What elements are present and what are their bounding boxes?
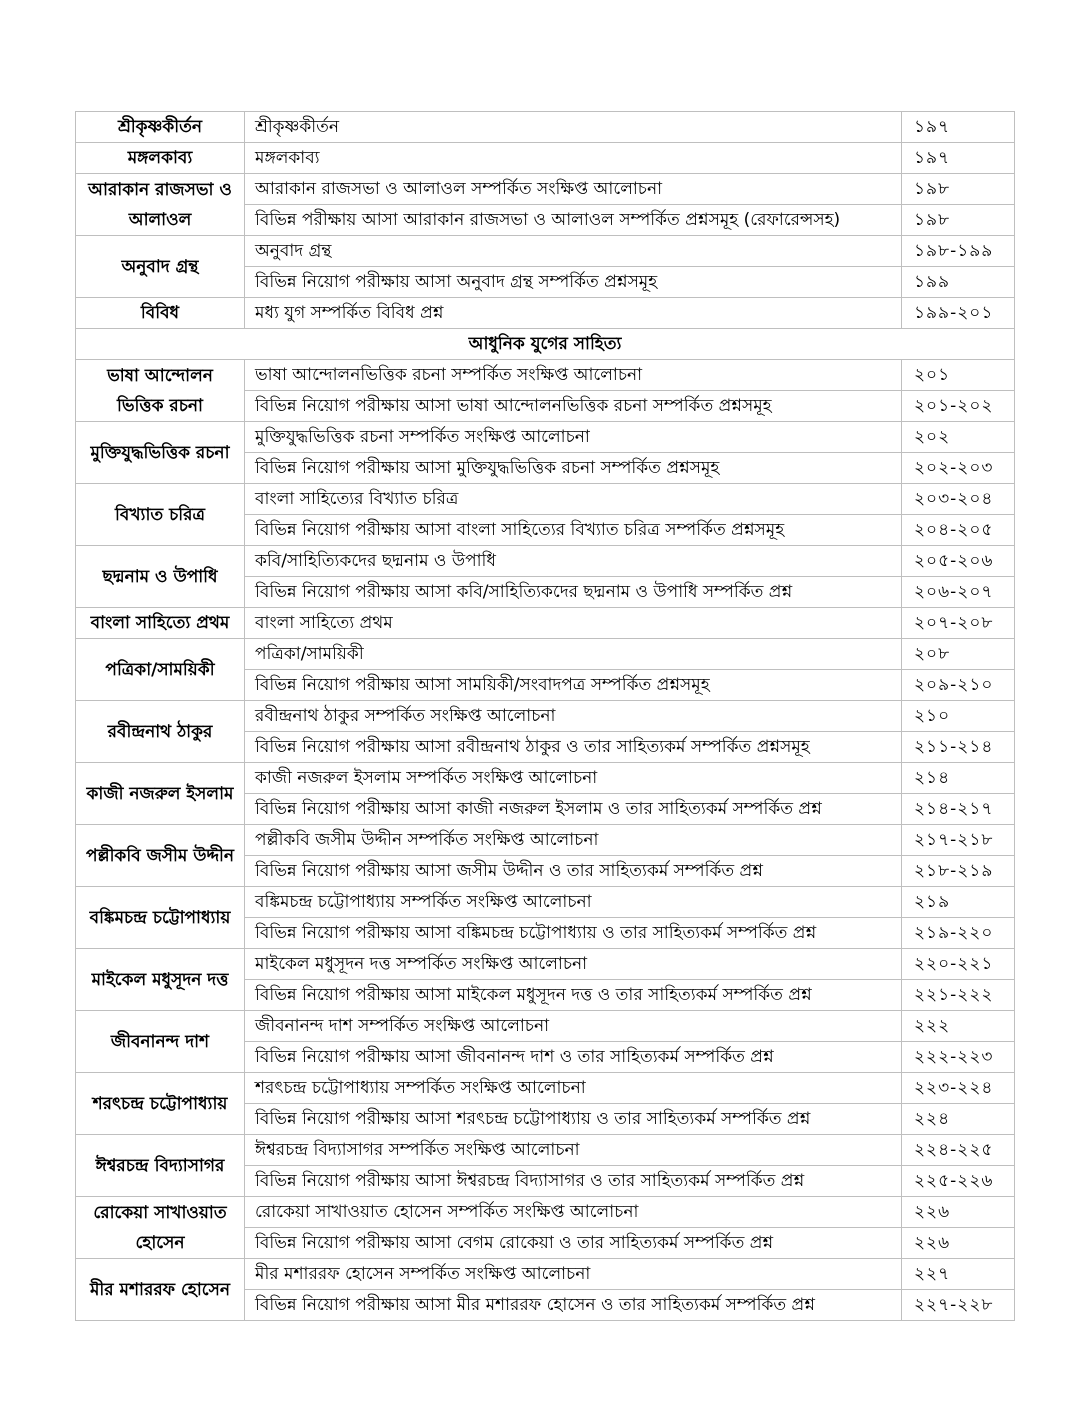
topic-cell: ছদ্মনাম ও উপাধি bbox=[76, 546, 245, 608]
topic-cell: জীবনানন্দ দাশ bbox=[76, 1011, 245, 1073]
entry-title: মঙ্গলকাব্য bbox=[245, 143, 902, 174]
page-number: ২০৯-২১০ bbox=[902, 670, 1015, 701]
page-number: ২১৯-২২০ bbox=[902, 918, 1015, 949]
entry-title: বিভিন্ন নিয়োগ পরীক্ষায় আসা জসীম উদ্দীন ও তার সাহিত্যকর্ম সম্পর্কিত প্রশ্ন bbox=[245, 856, 902, 887]
page-number: ২০১ bbox=[902, 360, 1015, 391]
table-row bbox=[76, 143, 1015, 174]
page-number: ২২৩-২২৪ bbox=[902, 1073, 1015, 1104]
topic-cell: আরাকান রাজসভা ও আলাওল bbox=[76, 174, 245, 236]
page-number: ২১৯ bbox=[902, 887, 1015, 918]
topic-cell: বিবিধ bbox=[76, 298, 245, 329]
entry-title: পত্রিকা/সাময়িকী bbox=[245, 639, 902, 670]
entry-title: মুক্তিযুদ্ধভিত্তিক রচনা সম্পর্কিত সংক্ষিপ্ত আলোচনা bbox=[245, 422, 902, 453]
entry-title: বাংলা সাহিত্যের বিখ্যাত চরিত্র bbox=[245, 484, 902, 515]
table-row bbox=[76, 298, 1015, 329]
page-number: ২১০ bbox=[902, 701, 1015, 732]
page-number: ২০৬-২০৭ bbox=[902, 577, 1015, 608]
page-number: ১৯৭ bbox=[902, 112, 1015, 143]
page-number: ১৯৮-১৯৯ bbox=[902, 236, 1015, 267]
page-number: ২০৭-২০৮ bbox=[902, 608, 1015, 639]
page-number: ১৯৯-২০১ bbox=[902, 298, 1015, 329]
topic-cell: বঙ্কিমচন্দ্র চট্টোপাধ্যায় bbox=[76, 887, 245, 949]
table-row bbox=[76, 701, 1015, 732]
entry-title: শ্রীকৃষ্ণকীর্তন bbox=[245, 112, 902, 143]
entry-title: বিভিন্ন পরীক্ষায় আসা আরাকান রাজসভা ও আলাওল সম্পর্কিত প্রশ্নসমূহ (রেফারেন্সসহ) bbox=[245, 205, 902, 236]
topic-cell: রোকেয়া সাখাওয়াত হোসেন bbox=[76, 1197, 245, 1259]
entry-title: বিভিন্ন নিয়োগ পরীক্ষায় আসা শরৎচন্দ্র চট্টোপাধ্যায় ও তার সাহিত্যকর্ম সম্পর্কিত প্রশ্ন bbox=[245, 1104, 902, 1135]
topic-cell: শরৎচন্দ্র চট্টোপাধ্যায় bbox=[76, 1073, 245, 1135]
entry-title: বিভিন্ন নিয়োগ পরীক্ষায় আসা অনুবাদ গ্রন্থ সম্পর্কিত প্রশ্নসমূহ bbox=[245, 267, 902, 298]
entry-title: বিভিন্ন নিয়োগ পরীক্ষায় আসা জীবনানন্দ দাশ ও তার সাহিত্যকর্ম সম্পর্কিত প্রশ্ন bbox=[245, 1042, 902, 1073]
table-row bbox=[76, 484, 1015, 515]
page-number: ২০২-২০৩ bbox=[902, 453, 1015, 484]
entry-title: আরাকান রাজসভা ও আলাওল সম্পর্কিত সংক্ষিপ্ত আলোচনা bbox=[245, 174, 902, 205]
table-row bbox=[76, 1259, 1015, 1290]
page-number: ২০১-২০২ bbox=[902, 391, 1015, 422]
table-row bbox=[76, 422, 1015, 453]
table-row bbox=[76, 1073, 1015, 1104]
entry-title: বিভিন্ন নিয়োগ পরীক্ষায় আসা মীর মশাররফ হোসেন ও তার সাহিত্যকর্ম সম্পর্কিত প্রশ্ন bbox=[245, 1290, 902, 1321]
entry-title: রবীন্দ্রনাথ ঠাকুর সম্পর্কিত সংক্ষিপ্ত আলোচনা bbox=[245, 701, 902, 732]
topic-cell: রবীন্দ্রনাথ ঠাকুর bbox=[76, 701, 245, 763]
page-number: ২২১-২২২ bbox=[902, 980, 1015, 1011]
page-number: ২০২ bbox=[902, 422, 1015, 453]
page-number: ২২৪-২২৫ bbox=[902, 1135, 1015, 1166]
entry-title: মীর মশাররফ হোসেন সম্পর্কিত সংক্ষিপ্ত আলোচনা bbox=[245, 1259, 902, 1290]
table-row bbox=[76, 546, 1015, 577]
page-number: ২২৪ bbox=[902, 1104, 1015, 1135]
page-number: ১৯৮ bbox=[902, 205, 1015, 236]
toc-body bbox=[76, 112, 1015, 1321]
topic-cell: শ্রীকৃষ্ণকীর্তন bbox=[76, 112, 245, 143]
page-number: ২১৭-২১৮ bbox=[902, 825, 1015, 856]
table-row bbox=[76, 1135, 1015, 1166]
page-number: ২১৪-২১৭ bbox=[902, 794, 1015, 825]
page-number: ২২৬ bbox=[902, 1228, 1015, 1259]
entry-title: বিভিন্ন নিয়োগ পরীক্ষায় আসা বেগম রোকেয়া ও তার সাহিত্যকর্ম সম্পর্কিত প্রশ্ন bbox=[245, 1228, 902, 1259]
topic-cell: ঈশ্বরচন্দ্র বিদ্যাসাগর bbox=[76, 1135, 245, 1197]
entry-title: বিভিন্ন নিয়োগ পরীক্ষায় আসা কাজী নজরুল ইসলাম ও তার সাহিত্যকর্ম সম্পর্কিত প্রশ্ন bbox=[245, 794, 902, 825]
topic-cell: পল্লীকবি জসীম উদ্দীন bbox=[76, 825, 245, 887]
page-number: ২২৭ bbox=[902, 1259, 1015, 1290]
topic-cell: বাংলা সাহিত্যে প্রথম bbox=[76, 608, 245, 639]
table-row bbox=[76, 174, 1015, 205]
entry-title: কবি/সাহিত্যিকদের ছদ্মনাম ও উপাধি bbox=[245, 546, 902, 577]
topic-cell: অনুবাদ গ্রন্থ bbox=[76, 236, 245, 298]
page-number: ২২৬ bbox=[902, 1197, 1015, 1228]
entry-title: বিভিন্ন নিয়োগ পরীক্ষায় আসা মুক্তিযুদ্ধভিত্তিক রচনা সম্পর্কিত প্রশ্নসমূহ bbox=[245, 453, 902, 484]
entry-title: বিভিন্ন নিয়োগ পরীক্ষায় আসা সাময়িকী/সংবাদপত্র সম্পর্কিত প্রশ্নসমূহ bbox=[245, 670, 902, 701]
entry-title: বিভিন্ন নিয়োগ পরীক্ষায় আসা রবীন্দ্রনাথ ঠাকুর ও তার সাহিত্যকর্ম সম্পর্কিত প্রশ্নসমূহ bbox=[245, 732, 902, 763]
page-number: ১৯৮ bbox=[902, 174, 1015, 205]
entry-title: অনুবাদ গ্রন্থ bbox=[245, 236, 902, 267]
entry-title: রোকেয়া সাখাওয়াত হোসেন সম্পর্কিত সংক্ষিপ্ত আলোচনা bbox=[245, 1197, 902, 1228]
entry-title: বিভিন্ন নিয়োগ পরীক্ষায় আসা কবি/সাহিত্যিকদের ছদ্মনাম ও উপাধি সম্পর্কিত প্রশ্ন bbox=[245, 577, 902, 608]
topic-cell: ভাষা আন্দোলন ভিত্তিক রচনা bbox=[76, 360, 245, 422]
topic-cell: মীর মশাররফ হোসেন bbox=[76, 1259, 245, 1321]
page-number: ২১৪ bbox=[902, 763, 1015, 794]
page-number: ১৯৭ bbox=[902, 143, 1015, 174]
entry-title: বিভিন্ন নিয়োগ পরীক্ষায় আসা ভাষা আন্দোলনভিত্তিক রচনা সম্পর্কিত প্রশ্নসমূহ bbox=[245, 391, 902, 422]
table-row bbox=[76, 360, 1015, 391]
entry-title: বাংলা সাহিত্যে প্রথম bbox=[245, 608, 902, 639]
page-number: ২০৮ bbox=[902, 639, 1015, 670]
page-number: ২০৪-২০৫ bbox=[902, 515, 1015, 546]
topic-cell: কাজী নজরুল ইসলাম bbox=[76, 763, 245, 825]
entry-title: পল্লীকবি জসীম উদ্দীন সম্পর্কিত সংক্ষিপ্ত আলোচনা bbox=[245, 825, 902, 856]
section-title: আধুনিক যুগের সাহিত্য bbox=[76, 329, 1015, 360]
page-number: ২০৩-২০৪ bbox=[902, 484, 1015, 515]
topic-cell: মাইকেল মধুসূদন দত্ত bbox=[76, 949, 245, 1011]
page-number: ১৯৯ bbox=[902, 267, 1015, 298]
page-number: ২১৮-২১৯ bbox=[902, 856, 1015, 887]
page-number: ২১১-২১৪ bbox=[902, 732, 1015, 763]
page-number: ২০৫-২০৬ bbox=[902, 546, 1015, 577]
entry-title: ভাষা আন্দোলনভিত্তিক রচনা সম্পর্কিত সংক্ষিপ্ত আলোচনা bbox=[245, 360, 902, 391]
table-row bbox=[76, 639, 1015, 670]
table-row bbox=[76, 608, 1015, 639]
entry-title: মাইকেল মধুসূদন দত্ত সম্পর্কিত সংক্ষিপ্ত আলোচনা bbox=[245, 949, 902, 980]
topic-cell: পত্রিকা/সাময়িকী bbox=[76, 639, 245, 701]
table-row bbox=[76, 1197, 1015, 1228]
entry-title: মধ্য যুগ সম্পর্কিত বিবিধ প্রশ্ন bbox=[245, 298, 902, 329]
table-of-contents bbox=[75, 111, 1015, 1321]
table-row bbox=[76, 236, 1015, 267]
topic-cell: মুক্তিযুদ্ধভিত্তিক রচনা bbox=[76, 422, 245, 484]
table-row bbox=[76, 887, 1015, 918]
entry-title: বিভিন্ন নিয়োগ পরীক্ষায় আসা ঈশ্বরচন্দ্র বিদ্যাসাগর ও তার সাহিত্যকর্ম সম্পর্কিত প্রশ্ন bbox=[245, 1166, 902, 1197]
page-number: ২২০-২২১ bbox=[902, 949, 1015, 980]
topic-cell: বিখ্যাত চরিত্র bbox=[76, 484, 245, 546]
entry-title: বিভিন্ন নিয়োগ পরীক্ষায় আসা বাংলা সাহিত্যের বিখ্যাত চরিত্র সম্পর্কিত প্রশ্নসমূহ bbox=[245, 515, 902, 546]
table-row bbox=[76, 1011, 1015, 1042]
table-row bbox=[76, 112, 1015, 143]
page-number: ২২২ bbox=[902, 1011, 1015, 1042]
section-header-row bbox=[76, 329, 1015, 360]
entry-title: বিভিন্ন নিয়োগ পরীক্ষায় আসা বঙ্কিমচন্দ্র চট্টোপাধ্যায় ও তার সাহিত্যকর্ম সম্পর্কিত প্রশ্ন bbox=[245, 918, 902, 949]
table-row bbox=[76, 949, 1015, 980]
entry-title: শরৎচন্দ্র চট্টোপাধ্যায় সম্পর্কিত সংক্ষিপ্ত আলোচনা bbox=[245, 1073, 902, 1104]
entry-title: কাজী নজরুল ইসলাম সম্পর্কিত সংক্ষিপ্ত আলোচনা bbox=[245, 763, 902, 794]
entry-title: ঈশ্বরচন্দ্র বিদ্যাসাগর সম্পর্কিত সংক্ষিপ্ত আলোচনা bbox=[245, 1135, 902, 1166]
entry-title: জীবনানন্দ দাশ সম্পর্কিত সংক্ষিপ্ত আলোচনা bbox=[245, 1011, 902, 1042]
page-number: ২২২-২২৩ bbox=[902, 1042, 1015, 1073]
topic-cell: মঙ্গলকাব্য bbox=[76, 143, 245, 174]
entry-title: বঙ্কিমচন্দ্র চট্টোপাধ্যায় সম্পর্কিত সংক্ষিপ্ত আলোচনা bbox=[245, 887, 902, 918]
entry-title: বিভিন্ন নিয়োগ পরীক্ষায় আসা মাইকেল মধুসূদন দত্ত ও তার সাহিত্যকর্ম সম্পর্কিত প্রশ্ন bbox=[245, 980, 902, 1011]
table-row bbox=[76, 825, 1015, 856]
table-row bbox=[76, 763, 1015, 794]
page-number: ২২৭-২২৮ bbox=[902, 1290, 1015, 1321]
page-number: ২২৫-২২৬ bbox=[902, 1166, 1015, 1197]
